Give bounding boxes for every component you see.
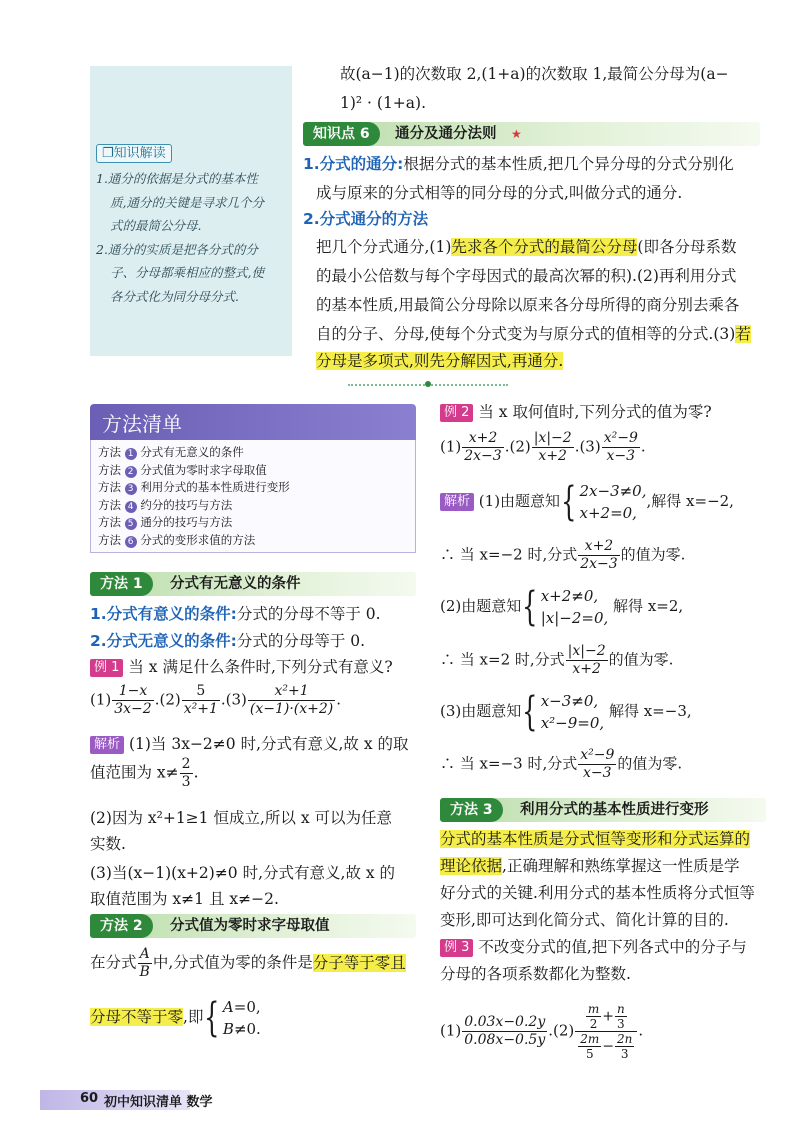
kp6-method-heading: 2.分式通分的方法 [303, 210, 429, 228]
method-list [98, 444, 290, 549]
ex2-sol5: (3)由题意知{ x−3≠0, x²−9=0, 解得 x=−3, [440, 689, 692, 735]
method-item[interactable]: 方法 5 通分的技巧与方法 [98, 515, 233, 529]
kp6-p5: 分母是多项式,则先分解因式,再通分. [316, 352, 564, 370]
example3-formulas: (1) $\frac{0.03x-0.2y}{0.08x-0.5y}$ .(2) $\frac{m}{2}$ + $\frac{n}{3}$ $\frac{2m}{5}$ − $\frac{2n}{3}$ . [440, 1002, 644, 1061]
number-badge: 6 [125, 536, 137, 548]
m1-sol2: 值范围为 x≠ $\frac{2}{3}$ . [90, 756, 199, 790]
kp6-def: 1.分式的通分:根据分式的基本性质,把几个异分母的分式分别化 [303, 155, 734, 173]
example3-cont: 分母的各项系数都化为整数. [440, 965, 631, 983]
page-number: 60 [80, 1091, 99, 1106]
kp6-p1: 把几个分式通分,(1)先求各个分式的最简公分母(即各分母系数 [316, 238, 737, 256]
method3-title: 利用分式的基本性质进行变形 [520, 802, 709, 818]
example2-formulas: (1) $\frac{x+2}{2x-3}$ .(2) $\frac{|x|-2}{x+2}$ .(3) $\frac{\text{x²−9}}{x-3}$ . [440, 430, 646, 464]
number-badge: 5 [125, 518, 137, 530]
method3-header [440, 798, 766, 822]
method-item[interactable]: 方法 1 分式有无意义的条件 [98, 445, 244, 459]
footer-title: 初中知识清单 数学 [104, 1095, 213, 1110]
kp6-header [303, 122, 760, 146]
ex2-sol6: ∴ 当 x=−3 时,分式 $\frac{\text{x²−9}}{x-3}$ 的值为零. [440, 747, 683, 781]
m1-sol1: 解析 (1)当 3x−2≠0 时,分式有意义,故 x 的取 [90, 730, 409, 759]
method2-title: 分式值为零时求字母取值 [170, 918, 330, 934]
example1-formulas: (1) $\frac{1-x}{3x-2}$ .(2) $\frac{5}{\text{x²+1}}$ .(3) $\frac{\text{x²+1}}{(x-1)\cdot(x+2)}$ . [90, 683, 342, 717]
method2-badge: 方法 2 [90, 914, 153, 938]
m1-sol6: 取值范围为 x≠1 且 x≠−2. [90, 890, 279, 908]
kp6-badge: 知识点 6 [303, 122, 380, 146]
sidebar-box [96, 142, 264, 312]
top-line-1: 故(a−1)的次数取 2,(1+a)的次数取 1,最简公分母为(a− [340, 65, 729, 83]
m3-line4: 变形,即可达到化简分式、简化计算的目的. [440, 911, 729, 929]
m3-line3: 好分式的关键.利用分式的基本性质将分式恒等 [440, 884, 755, 902]
m3-line1: 分式的基本性质是分式恒等变形和分式运算的 [440, 830, 751, 848]
ex2-sol4: ∴ 当 x=2 时,分式 $\frac{|x|-2}{x+2}$ 的值为零. [440, 643, 674, 677]
number-badge: 1 [125, 448, 137, 460]
method3-badge: 方法 3 [440, 798, 503, 822]
method-list-title: 方法清单 [102, 412, 182, 436]
kp6-p3: 的基本性质,用最简公分母除以原来各分母所得的商分别去乘各 [316, 296, 740, 314]
example3: 例 3 不改变分式的值,把下列各式中的分子与 [440, 933, 747, 962]
example1: 例 1 当 x 满足什么条件时,下列分式有意义? [90, 653, 393, 682]
kp6-p2: 的最小公倍数与每个字母因式的最高次幂的积).(2)再利用分式 [316, 267, 737, 285]
m2-line1: 在分式 $\frac{A}{B}$ 中,分式值为零的条件是分子等于零且 [90, 946, 406, 980]
sidebar-line: 1.通分的依据是分式的基本性 [96, 171, 258, 186]
method2-header [90, 914, 416, 938]
top-line-2: 1)² · (1+a). [340, 94, 427, 112]
sidebar-line: 式的最简公分母. [110, 218, 202, 233]
method-list-header [90, 404, 416, 440]
example2: 例 2 当 x 取何值时,下列分式的值为零? [440, 398, 712, 427]
method-item[interactable]: 方法 4 约分的技巧与方法 [98, 497, 233, 512]
method-item[interactable]: 方法 2 分式值为零时求字母取值 [98, 462, 267, 477]
method-item[interactable]: 方法 3 利用分式的基本性质进行变形 [98, 480, 290, 494]
method1-badge: 方法 1 [90, 572, 153, 596]
sidebar-line: 子、分母都乘相应的整式,使 [110, 265, 264, 280]
sidebar-line: 2.通分的实质是把各分式的分 [96, 241, 258, 257]
star-icon: ★ [511, 127, 522, 141]
book-icon: ❐ [102, 146, 114, 161]
divider-dot [425, 381, 431, 387]
ex2-sol3: (2)由题意知{ x+2≠0, |x|−2=0, 解得 x=2, [440, 584, 684, 630]
m1-sol5: (3)当(x−1)(x+2)≠0 时,分式有意义,故 x 的 [90, 864, 396, 882]
sidebar-title: ❐知识解读 [96, 144, 172, 163]
number-badge: 3 [125, 483, 137, 495]
m3-line2: 理论依据,正确理解和熟练掌握这一性质是学 [440, 857, 740, 875]
sidebar-line: 质,通分的关键是寻求几个分 [110, 194, 264, 210]
m1-sol3: (2)因为 x²+1≥1 恒成立,所以 x 可以为任意 [90, 809, 392, 827]
method1-header [90, 572, 416, 596]
m2-line2: 分母不等于零,即{ A=0, B≠0. [90, 995, 261, 1041]
kp6-title: 通分及通分法则 [395, 126, 497, 142]
number-badge: 4 [125, 501, 137, 513]
sidebar-line: 各分式化为同分母分式. [110, 288, 239, 304]
kp6-def-cont: 成与原来的分式相等的同分母的分式,叫做分式的通分. [316, 184, 683, 202]
m1-cond2: 2.分式无意义的条件:分式的分母等于 0. [90, 632, 366, 650]
ex2-sol1: 解析 (1)由题意知{ 2x−3≠0, x+2=0,,解得 x=−2, [440, 480, 734, 524]
method-item[interactable]: 方法 6 分式的变形求值的方法 [98, 532, 256, 547]
kp6-p4: 自的分子、分母,使每个分式变为与原分式的值相等的分式.(3)若 [316, 325, 751, 343]
method1-title: 分式有无意义的条件 [170, 576, 301, 592]
ex2-sol2: ∴ 当 x=−2 时,分式 $\frac{x+2}{2x-3}$ 的值为零. [440, 538, 686, 572]
number-badge: 2 [125, 466, 137, 478]
m1-sol4: 实数. [90, 835, 126, 853]
m1-cond1: 1.分式有意义的条件:分式的分母不等于 0. [90, 605, 381, 623]
